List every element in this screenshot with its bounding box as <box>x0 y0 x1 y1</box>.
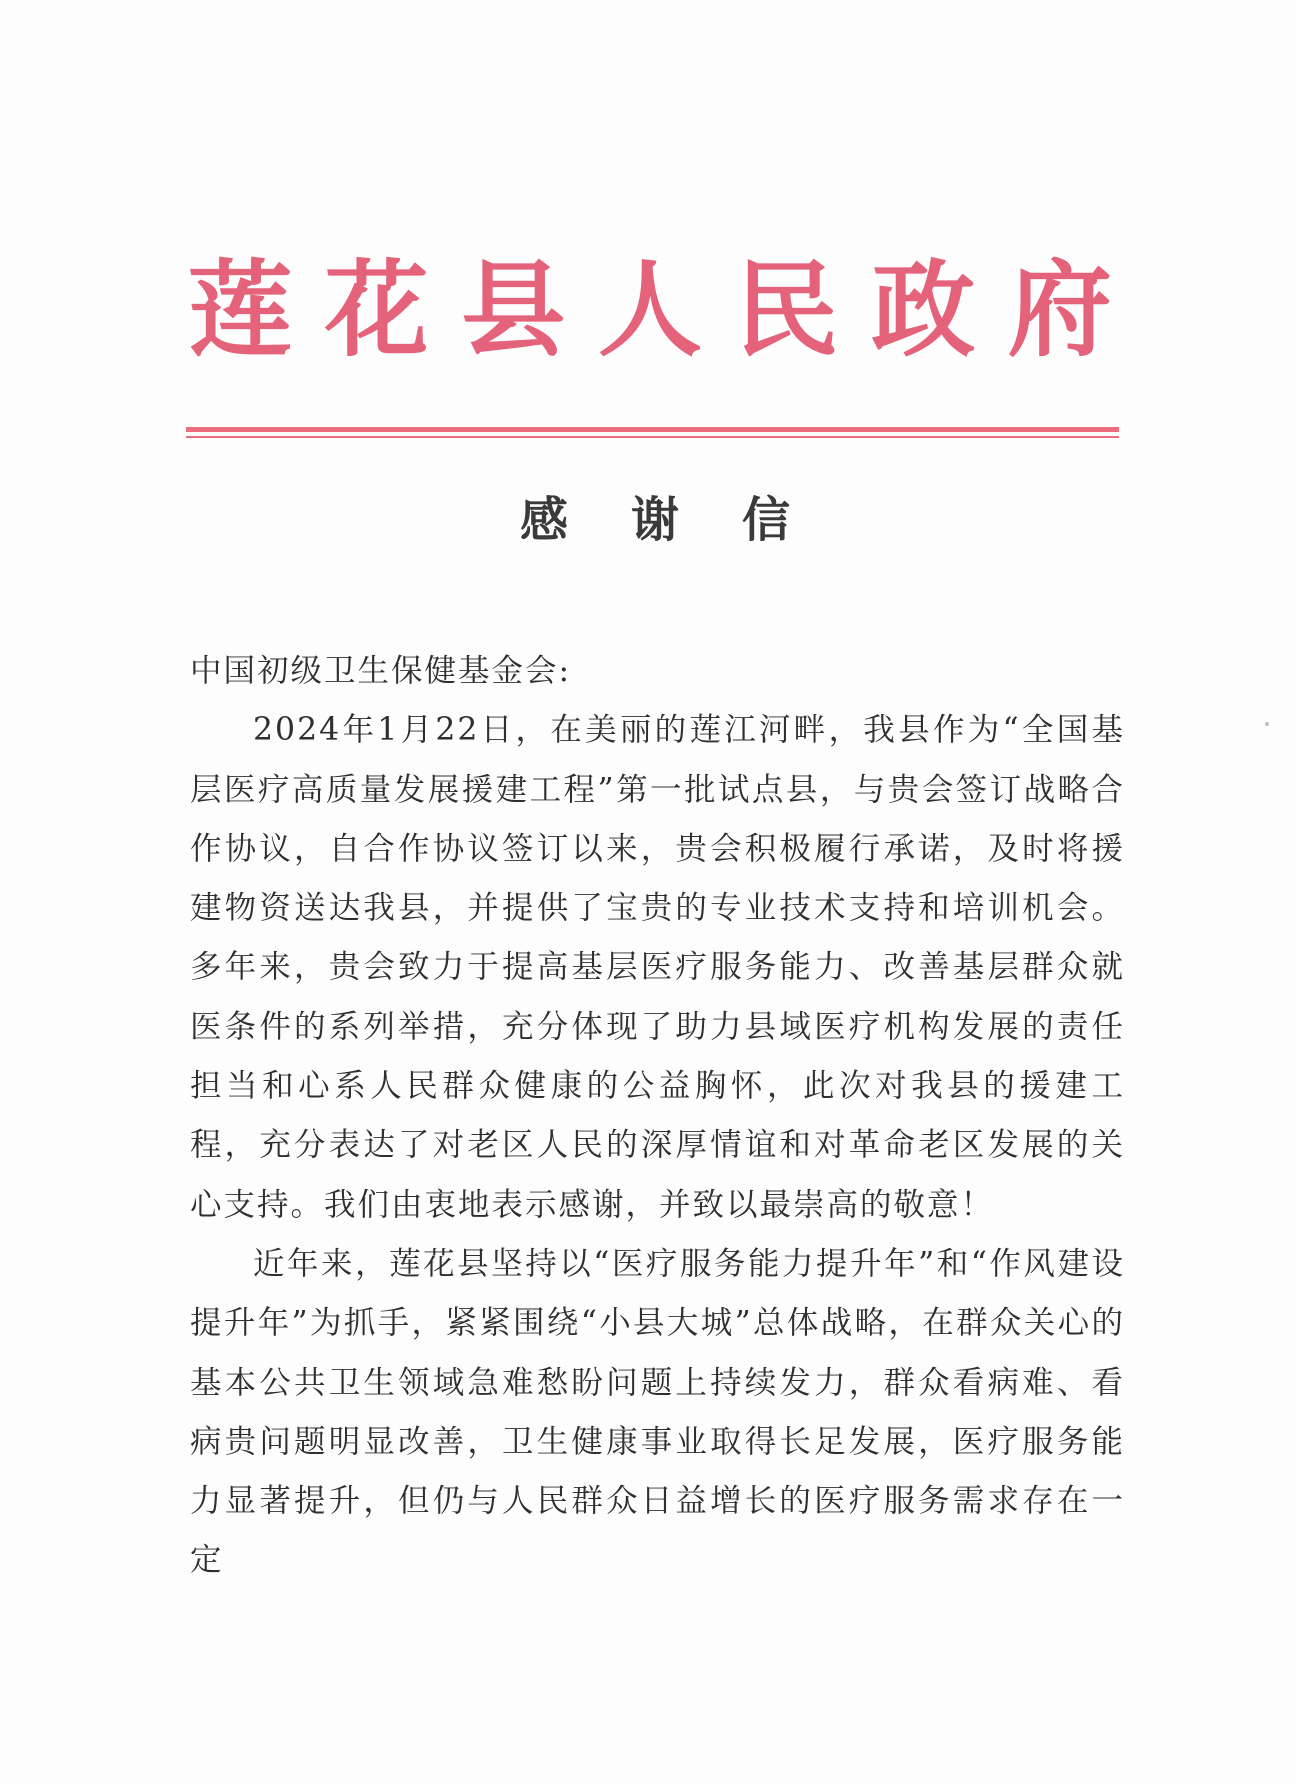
letter-body <box>190 642 1125 1591</box>
title-char: 信 <box>741 492 790 548</box>
letterhead-char: 府 <box>1007 248 1112 371</box>
letterhead-rule-thick <box>186 427 1119 432</box>
letterhead-char: 民 <box>734 248 839 371</box>
title-char: 谢 <box>630 492 679 548</box>
letterhead-title <box>180 250 1120 370</box>
paragraph-1: 2024年1月22日，在美丽的莲江河畔，我县作为“全国基层医疗高质量发展援建工程”第一批试点县，与贵会签订战略合作协议，自合作协议签订以来，贵会积极履行承诺，及时将援建物资送达我县，并提供了宝贵的专业技术支持和培训机会。多年来，贵会致力于提高基层医疗服务能力、改善基层群众就医条件的系列举措，充分体现了助力县域医疗机构发展的责任担当和心系人民群众健康的公益胸怀，此次对我县的援建工程，充分表达了对老区人民的深厚情谊和对革命老区发展的关心支持。我们由衷地表示感谢，并致以最崇高的敬意！ <box>190 712 1125 1223</box>
letterhead-rule-thin <box>186 436 1119 438</box>
paragraph-2: 近年来，莲花县坚持以“医疗服务能力提升年”和“作风建设提升年”为抓手，紧紧围绕“小县大城”总体战略，在群众关心的基本公共卫生领域急难愁盼问题上持续发力，群众看病难、看病贵问题明显改善，卫生健康事业取得长足发展，医疗服务能力显著提升，但仍与人民群众日益增长的医疗服务需求存在一定 <box>190 1245 1125 1579</box>
salutation: 中国初级卫生保健基金会: <box>190 653 572 689</box>
scan-speck <box>1265 722 1269 726</box>
letterhead-char: 县 <box>461 248 566 371</box>
document-title <box>520 490 790 550</box>
letterhead-char: 花 <box>324 248 429 371</box>
letterhead-char: 政 <box>871 248 976 371</box>
title-char: 感 <box>520 492 569 548</box>
letterhead-char: 人 <box>597 248 702 371</box>
letterhead-char: 莲 <box>187 248 292 371</box>
